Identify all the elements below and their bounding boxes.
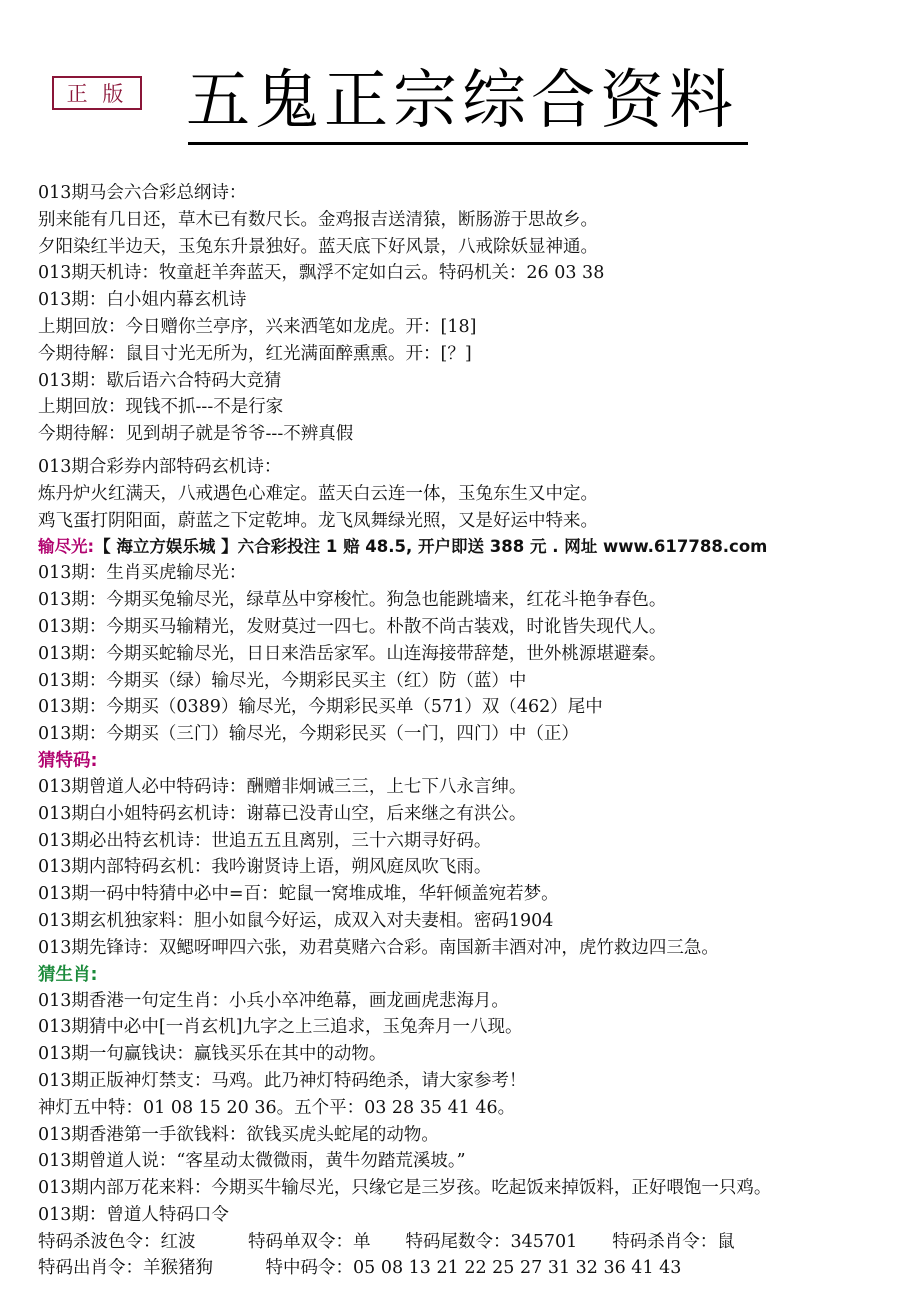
text-line: 013期内部特码玄机：我吟谢贤诗上语，朔风庭凤吹飞雨。: [38, 857, 492, 878]
text-line: 013期先锋诗：双鳃呀呷四六张，劝君莫赌六合彩。南国新丰酒对冲，虎竹救边四三急。: [38, 937, 719, 958]
text-line: 夕阳染红半边天，玉兔东升景独好。蓝天底下好风景，八戒除妖显神通。: [38, 236, 598, 257]
text-line: 特码杀波色令：红波 特码单双令：单 特码尾数令：345701 特码杀肖令：鼠: [38, 1231, 735, 1252]
text-line: 鸡飞蛋打阴阳面，蔚蓝之下定乾坤。龙飞凤舞绿光照，又是好运中特来。: [38, 510, 598, 531]
text-line: 013期玄机独家料：胆小如鼠今好运，成双入对夫妻相。密码1904: [38, 910, 554, 931]
text-line: 013期合彩券内部特码玄机诗：: [38, 456, 282, 477]
text-line: 013期：今期买（0389）输尽光，今期彩民买单（571）双（462）尾中: [38, 697, 603, 718]
text-line: 013期天机诗：牧童赶羊奔蓝天，飘浮不定如白云。特码机关：26 03 38: [38, 263, 605, 284]
ad-banner[interactable]: [38, 534, 888, 560]
block-guess-code: [38, 774, 888, 962]
text-line: 013期：生肖买虎输尽光：: [38, 563, 247, 584]
text-line: 013期内部万花来料：今期买牛输尽光，只缘它是三岁孩。吃起饭来掉饭料，正好喂饱一只鸡。: [38, 1178, 772, 1199]
text-line: 上期回放：今日赠你兰亭序，兴来洒笔如龙虎。开：[18]: [38, 316, 477, 337]
text-line: 013期：今期买蛇输尽光，日日来浩岳家军。山连海接带辞楚，世外桃源堪避秦。: [38, 643, 667, 664]
text-line: 013期曾道人说：“客星动太微微雨，黄牛勿踏荒溪坡。”: [38, 1151, 466, 1172]
text-line: 013期：曾道人特码口令: [38, 1204, 229, 1225]
text-line: 013期：白小姐内幕玄机诗: [38, 290, 247, 311]
block-poems-1: [38, 180, 888, 448]
text-line: 013期白小姐特码玄机诗：谢幕已没青山空，后来继之有洪公。: [38, 803, 527, 824]
text-line: 013期：今期买（三门）输尽光，今期彩民买（一门，四门）中（正）: [38, 724, 579, 745]
text-line: 013期正版神灯禁支：马鸡。此乃神灯特码绝杀，请大家参考！: [38, 1070, 527, 1091]
text-line: 013期一句赢钱诀：赢钱买乐在其中的动物。: [38, 1044, 387, 1065]
text-line: 013期：今期买（绿）输尽光，今期彩民买主（红）防（蓝）中: [38, 670, 527, 691]
text-line: 上期回放：现钱不抓---不是行家: [38, 397, 284, 418]
text-line: 013期马会六合彩总纲诗：: [38, 183, 247, 203]
page-title: 五鬼正宗综合资料: [186, 64, 738, 138]
document-body: [38, 180, 888, 1282]
genuine-badge: 正 版: [52, 76, 142, 110]
ad-label: 输尽光:: [38, 537, 95, 557]
title-underline: [188, 142, 748, 145]
block-guess-zodiac: [38, 988, 888, 1283]
text-line: 别来能有几日还，草木已有数尺长。金鸡报吉送清猿，断肠游于思故乡。: [38, 209, 598, 230]
ad-text[interactable]: 【 海立方娱乐城 】六合彩投注 1 赔 48.5, 开户即送 388 元 . 网址 www.617788.com: [94, 537, 768, 557]
block-poems-2: [38, 454, 888, 534]
text-line: 神灯五中特：01 08 15 20 36。五个平：03 28 35 41 46。: [38, 1097, 516, 1118]
block-lose-all: [38, 560, 888, 748]
text-line: 013期香港第一手欲钱料：欲钱买虎头蛇尾的动物。: [38, 1124, 439, 1145]
text-line: 013期曾道人必中特码诗：酬赠非炯诫三三，上七下八永言绅。: [38, 776, 527, 797]
text-line: 013期猜中必中[一肖玄机]九字之上三追求，玉兔奔月一八现。: [38, 1017, 523, 1038]
text-line: 013期一码中特猜中必中=百：蛇鼠一窝堆成堆，华轩倾盖宛若梦。: [38, 884, 559, 905]
text-line: 013期：今期买兔输尽光，绿草丛中穿梭忙。狗急也能跳墙来，红花斗艳争春色。: [38, 590, 667, 611]
text-line: 013期：歇后语六合特码大竞猜: [38, 370, 282, 391]
text-line: 013期必出特玄机诗：世追五五且离别，三十六期寻好码。: [38, 830, 492, 851]
text-line: 特码出肖令：羊猴猪狗 特中码令：05 08 13 21 22 25 27 31 32 36 41 43: [38, 1258, 682, 1279]
section-heading-guess-zodiac: 猜生肖:: [38, 964, 98, 985]
text-line: 今期待解：见到胡子就是爷爷---不辨真假: [38, 424, 354, 445]
section-heading-guess-code: 猜特码:: [38, 750, 98, 771]
text-line: 炼丹炉火红满天，八戒遇色心难定。蓝天白云连一体，玉兔东生又中定。: [38, 483, 598, 504]
text-line: 013期香港一句定生肖：小兵小卒冲绝幕，画龙画虎悲海月。: [38, 990, 509, 1011]
text-line: 今期待解：鼠目寸光无所为，红光满面醉熏熏。开：[？]: [38, 343, 472, 364]
text-line: 013期：今期买马输精光，发财莫过一四七。朴散不尚古装戏，时讹皆失现代人。: [38, 616, 667, 637]
